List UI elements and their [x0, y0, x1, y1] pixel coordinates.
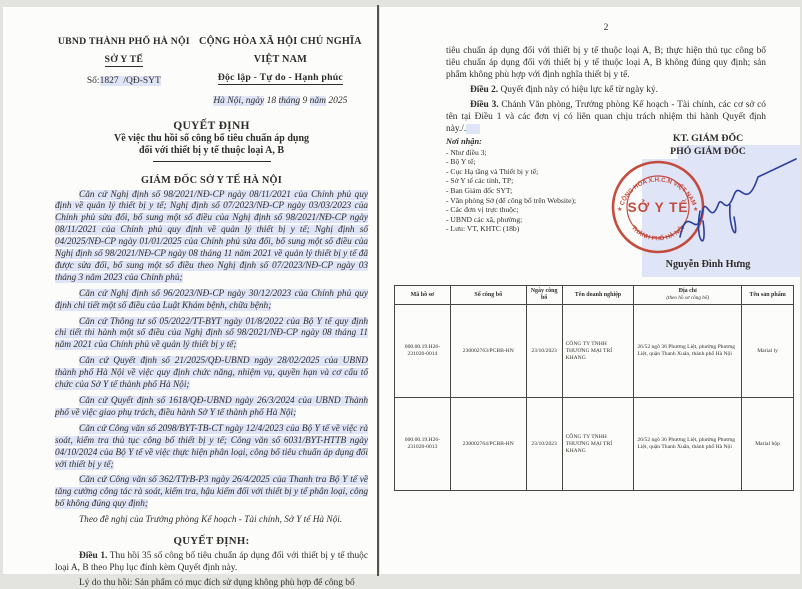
doc-title: QUYẾT ĐỊNH — [173, 120, 250, 132]
continuation-paragraph: tiêu chuẩn áp dụng đối với thiết bị y tế thuộc loại A, B; thực hiện thủ tục công bố tiêu chuẩn áp dụng đối với thiết bị y tế thuộc loại A, B không đúng quy định; sản phẩm không phù hợp với định nghĩa thiết bị y tế. — [446, 46, 766, 80]
col-header-ten-san-pham: Tên sản phẩm — [742, 286, 794, 305]
national-motto-line2: Độc lập - Tự do - Hạnh phúc — [217, 72, 343, 83]
recipient-item: - Văn phòng Sở (để công bố trên Website); — [446, 195, 577, 205]
cell-ma-ho-so: 000.00.19.H26-231020-0014 — [395, 305, 451, 398]
article-3-text: Chánh Văn phòng, Trưởng phòng Kế hoạch - Tài chính, các cơ sở có tên tại Điều 1 và các đơn vị có liên quan chịu trách nhiệm thi hành Quyết định này./. — [446, 100, 766, 134]
cell-dia-chi: 26/52 ngõ 36 Phương Liệt, phường Phương Liệt, quận Thanh Xuân, thành phố Hà Nội — [634, 398, 742, 491]
cell-ten-san-pham: Marial hộp — [742, 398, 794, 491]
doc-number-suffix: /QĐ-SYT — [123, 76, 161, 86]
recital-paragraph: Căn cứ Công văn số 362/TTrB-P3 ngày 26/4/2025 của Thanh tra Bộ Y tế về tăng cường công tác rà soát, kiểm tra, hậu kiểm đối với thiết bị y tế phân loại, công bố không đúng quy định; — [55, 475, 368, 510]
stamp-top-arc-text: CỘNG HÒA X.H.C.N VIỆT NAM — [618, 176, 698, 207]
date-line — [193, 96, 368, 106]
stamp-bottom-arc-text: THÀNH PHỐ HÀ NỘI — [629, 224, 687, 243]
article-1 — [55, 550, 368, 574]
article-2-text: Quyết định này có hiệu lực kể từ ngày ký. — [498, 85, 658, 95]
col-header-ma-ho-so: Mã hồ sơ — [395, 286, 451, 305]
cell-so-cong-bo: 230002764/PCBB-HN — [450, 398, 526, 491]
document-page-2 — [380, 7, 800, 574]
signer-name: Nguyễn Đình Hưng — [665, 259, 751, 270]
recipient-item: - Lưu: VT, KHTC (18b) — [446, 224, 520, 234]
recital-paragraph: Theo đề nghị của Trưởng phòng Kế hoạch - Tài chính, Sở Y tế Hà Nội. — [79, 515, 343, 526]
cell-ten-doanh-nghiep: CÔNG TY TNHH THƯƠNG MẠI TRÍ KHANG — [562, 398, 634, 491]
cell-dia-chi: 26/52 ngõ 36 Phương Liệt, phường Phương Liệt, quận Thanh Xuân, thành phố Hà Nội — [634, 305, 742, 398]
signature-block — [617, 133, 798, 270]
recital-paragraph: Căn cứ Nghị định số 96/2023/NĐ-CP ngày 30/12/2023 của Chính phủ quy định chi tiết một số điều của Luật Khám bệnh, chữa bệnh; — [55, 288, 368, 311]
cell-ten-doanh-nghiep: CÔNG TY TNHH THƯƠNG MẠI TRÍ KHANG — [562, 305, 634, 398]
decision-heading: QUYẾT ĐỊNH: — [173, 535, 250, 548]
col-header-ten-doanh-nghiep: Tên doanh nghiệp — [562, 286, 634, 305]
doc-subtitle-line1: Về việc thu hồi số công bố tiêu chuẩn áp dụng — [113, 132, 310, 144]
date-word-month: tháng — [278, 96, 301, 106]
table-header-row — [395, 286, 794, 305]
date-month: 9 — [302, 96, 308, 106]
table-row — [395, 305, 794, 398]
date-year: 2025 — [328, 96, 348, 106]
page1-header — [55, 31, 368, 106]
recital-paragraph: Căn cứ Công văn số 2098/BYT-TB-CT ngày 12/4/2023 của Bộ Y tế về việc rà soát, kiểm tra thủ tục công bố thiết bị y tế; Công văn số 6031/BYT-HTTB ngày 04/10/2024 của Bộ Y tế về việc thực hiện phân loại, công bố tiêu chuẩn áp dụng đối với thiết bị y tế; — [55, 423, 368, 470]
issuer-dept: SỞ Y TẾ — [104, 54, 144, 65]
stamp-star-left-icon: ★ — [617, 207, 623, 213]
appendix-table-wrapper — [394, 285, 794, 491]
recipient-item: - UBND các xã, phường; — [446, 214, 523, 224]
document-page-1 — [3, 7, 378, 589]
col-header-dia-chi — [634, 286, 742, 305]
recipient-item: - Các đơn vị trực thuộc; — [446, 205, 519, 215]
doc-number-line — [55, 76, 193, 86]
article-3-label: Điều 3. — [470, 100, 499, 110]
signer-title-line1: KT. GIÁM ĐỐC — [672, 133, 744, 144]
recipient-item: - Cục Hạ tầng và Thiết bị y tế; — [446, 166, 539, 176]
handwritten-signature — [670, 155, 802, 263]
article-2 — [446, 84, 766, 96]
table-row — [395, 398, 794, 491]
article-3 — [446, 99, 766, 135]
issuer-block — [55, 31, 193, 106]
date-word-year: năm — [309, 96, 327, 106]
doc-number-label: Số: — [86, 76, 100, 86]
recipient-item: - Ban Giám đốc SYT; — [446, 185, 513, 195]
national-header-block — [193, 31, 368, 106]
recipients-label: Nơi nhận: — [446, 137, 482, 146]
cell-ngay-cong-bo: 23/10/2023 — [526, 305, 562, 398]
col-header-dia-chi-sub: (theo hồ sơ công bố) — [666, 295, 710, 301]
recipient-item: - Sở Y tế các tỉnh, TP; — [446, 176, 514, 186]
recital-paragraph: Căn cứ Nghị định số 98/2021/NĐ-CP ngày 08/11/2021 của Chính phủ quy định về quản lý thiết bị y tế; Nghị định số 07/2023/NĐ-CP ngày 03/03/2023 của Chính phủ sửa đổi, bổ sung một số điều của Nghị định số 98/2021/NĐ-CP ngày 08/11/2021 của Chính phủ quy định về quản lý thiết bị y tế; Nghị định số 04/2025/NĐ-CP ngày 01/01/2025 của Chính phủ sửa đổi, bổ sung một số điều của Nghị định số 98/2021/NĐ-CP ngày 08 tháng 11 năm 2021 về quản lý thiết bị y tế đã được sửa đổi, bổ sung một số điều theo Nghị định số 07/2023/NĐ-CP ngày 03 tháng 3 năm 2023 của Chính phủ; — [55, 189, 368, 283]
col-header-so-cong-bo: Số công bố — [450, 286, 526, 305]
cell-ngay-cong-bo: 23/10/2023 — [526, 398, 562, 491]
stamp-star-right-icon: ★ — [693, 207, 699, 213]
doc-number: 1827 — [99, 76, 119, 86]
stamp-center-text: SỞ Y TẾ — [627, 200, 689, 215]
revoked-publications-table — [394, 285, 794, 491]
title-underline — [153, 161, 271, 162]
article-1-label: Điều 1. — [79, 551, 108, 562]
cell-ma-ho-so: 000.00.19.H26-231020-0013 — [395, 398, 451, 491]
signer-title-line2: PHÓ GIÁM ĐỐC — [670, 145, 746, 157]
recital-paragraph: Căn cứ Quyết định số 1618/QĐ-UBND ngày 26/3/2024 của UBND Thành phố về việc giao phụ trách, điều hành Sở Y tế thành phố Hà Nội; — [55, 396, 368, 418]
page-divider — [377, 5, 379, 576]
recipient-item: - Như điều 3; — [446, 147, 487, 157]
article-1-reason: Lý do thu hồi: Sản phẩm có mục đích sử dụng không phù hợp để công bố — [79, 578, 355, 589]
recital-paragraph: Căn cứ Quyết định số 21/2025/QĐ-UBND ngày 28/02/2025 của UBND thành phố Hà Nội về việc quy định chức năng, nhiệm vụ, quyền hạn và cơ cấu tổ chức của Sở Y tế thành phố Hà Nội; — [55, 356, 368, 391]
recipient-item: - Bộ Y tế; — [446, 157, 476, 167]
doc-subtitle-line2: đối với thiết bị y tế thuộc loại A, B — [139, 145, 284, 156]
article-1-text: Thu hồi 35 số công bố tiêu chuẩn áp dụng đối với thiết bị y tế thuộc loại A, B theo Phụ lục đính kèm Quyết định này. — [55, 551, 369, 574]
recital-paragraph: Căn cứ Thông tư số 05/2022/TT-BYT ngày 01/8/2022 của Bộ Y tế quy định chi tiết thi hành một số điều của Nghị định số 98/2021/NĐ-CP ngày 08 tháng 11 năm 2021 của Chính phủ về quản lý thiết bị y tế; — [55, 316, 368, 351]
national-motto-line1: CỘNG HÒA XÃ HỘI CHỦ NGHĨA VIỆT NAM — [199, 36, 362, 65]
date-day: 18 — [266, 96, 277, 106]
recipients-block — [446, 137, 621, 234]
issuer-org: UBND THÀNH PHỐ HÀ NỘI — [57, 36, 190, 47]
date-prefix: Hà Nội, ngày — [213, 96, 265, 106]
page-number: 2 — [603, 23, 609, 33]
col-header-ngay-cong-bo: Ngày công bố — [526, 286, 562, 305]
article-2-label: Điều 2. — [470, 85, 499, 95]
issuing-authority: GIÁM ĐỐC SỞ Y TẾ HÀ NỘI — [141, 174, 282, 186]
title-block — [55, 120, 368, 162]
cell-ten-san-pham: Marial ly — [742, 305, 794, 398]
cell-so-cong-bo: 230002763/PCBB-HN — [450, 305, 526, 398]
col-header-dia-chi-label: Địa chỉ — [678, 288, 697, 294]
